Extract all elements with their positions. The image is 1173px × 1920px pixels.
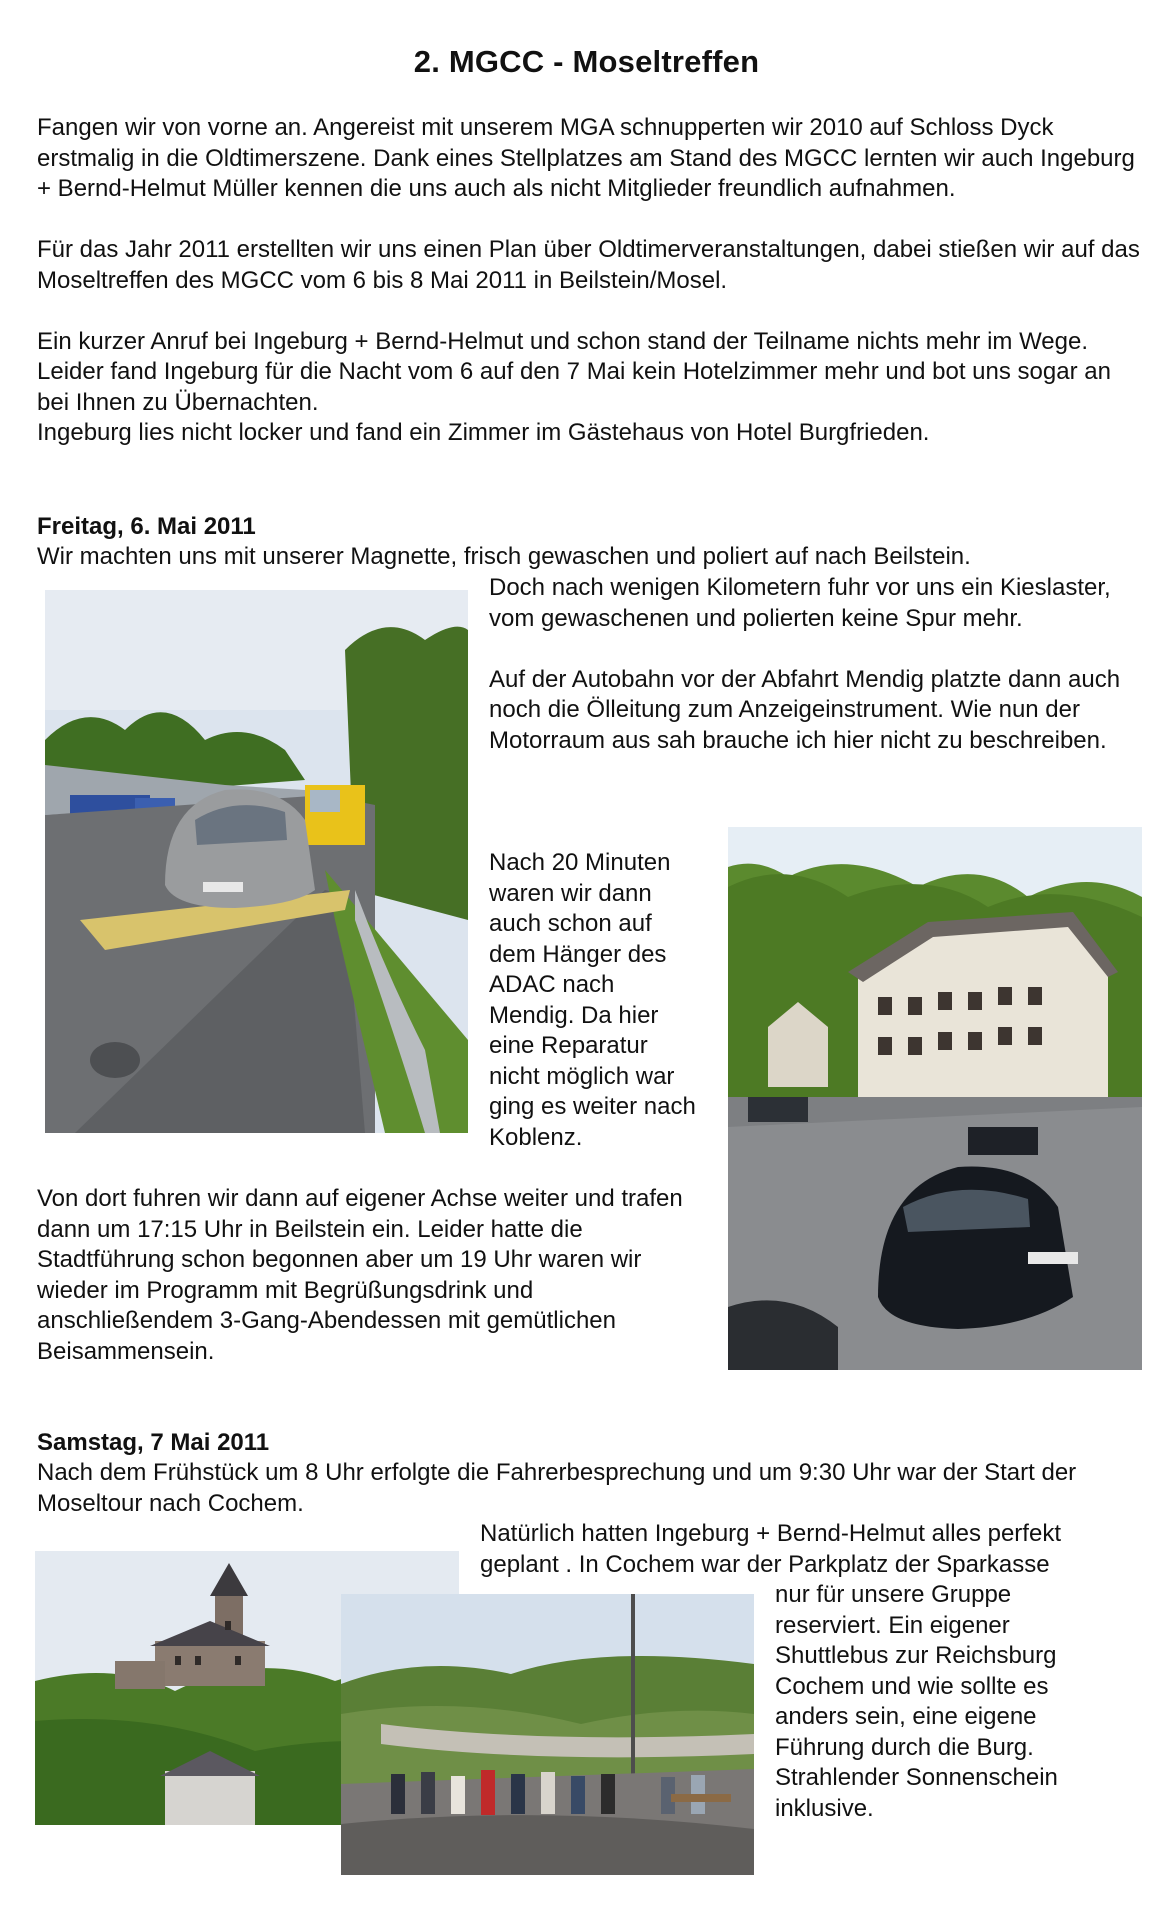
friday-right-paragraph-2: Auf der Autobahn vor der Abfahrt Mendig platzte dann auch noch die Ölleitung zum Anzeigeinstrument. Wie nun der Motorraum aus sah brauche ich hier nicht zu beschreiben.	[489, 665, 1121, 754]
page-title: 2. MGCC - Moseltreffen	[413, 44, 760, 79]
photo-magnette-on-tow-truck	[45, 590, 468, 1133]
friday-heading: Freitag, 6. Mai 2011	[37, 513, 256, 540]
intro-paragraph-1: Fangen wir von vorne an. Angereist mit unserem MGA schnupperten wir 2010 auf Schloss Dyck erstmalig in die Oldtimerszene. Dank eines Stellplatzes am Stand des MGCC lernten wir auch Ingeburg + Bernd-Helmut Müller kennen die uns auch als nicht Mitglieder freundlich aufnahmen.	[37, 114, 1135, 202]
intro-block-3	[37, 327, 1147, 449]
saturday-text-top: Natürlich hatten Ingeburg + Bernd-Helmut alles perfekt geplant . In Cochem war der Parkplatz der Sparkasse	[480, 1520, 1061, 1578]
friday-bottom-text: Von dort fuhren wir dann auf eigener Achse weiter und trafen dann um 17:15 Uhr in Beilstein ein. Leider hatte die Stadtführung schon begonnen aber um 19 Uhr waren wir wieder im Programm mit Begrüßungsdrink und anschließendem 3-Gang-Abendessen mit gemütlichen Beisammensein.	[37, 1185, 683, 1365]
friday-lead-text: Wir machten uns mit unserer Magnette, frisch gewaschen und poliert auf nach Beilstein.	[37, 543, 971, 570]
friday-right-paragraph-1: Doch nach wenigen Kilometern fuhr vor uns ein Kieslaster, vom gewaschenen und polierten keine Spur mehr.	[489, 574, 1111, 632]
saturday-heading: Samstag, 7 Mai 2011	[37, 1429, 270, 1456]
intro-section	[37, 113, 1147, 449]
photo-hotel-with-car	[728, 827, 1142, 1370]
intro-paragraph-3: Ein kurzer Anruf bei Ingeburg + Bernd-Helmut und schon stand der Teilname nichts mehr im Wege. Leider fand Ingeburg für die Nacht vom 6 auf den 7 Mai kein Hotelzimmer mehr und bot uns sogar an bei Ihnen zu Übernachten.	[37, 327, 1111, 416]
saturday-text-right: nur für unsere Gruppe reserviert. Ein eigener Shuttlebus zur Reichsburg Cochem und wie sollte es anders sein, eine eigene Führung durch die Burg. Strahlender Sonnenschein inklusive.	[775, 1581, 1058, 1822]
photo-group-at-viewpoint	[341, 1594, 754, 1875]
friday-right-column	[489, 573, 1129, 756]
intro-paragraph-2: Für das Jahr 2011 erstellten wir uns einen Plan über Oldtimerveranstaltungen, dabei stießen wir auf das Moseltreffen des MGCC vom 6 bis 8 Mai 2011 in Beilstein/Mosel.	[37, 236, 1140, 294]
saturday-lead-text: Nach dem Frühstück um 8 Uhr erfolgte die Fahrerbesprechung und um 9:30 Uhr war der Start der Moseltour nach Cochem.	[37, 1459, 1077, 1517]
intro-paragraph-4: Ingeburg lies nicht locker und fand ein Zimmer im Gästehaus von Hotel Burgfrieden.	[37, 419, 930, 446]
friday-middle-text: Nach 20 Minuten waren wir dann auch schon auf dem Hänger des ADAC nach Mendig. Da hier eine Reparatur nicht möglich war ging es weiter nach Koblenz.	[489, 849, 696, 1151]
